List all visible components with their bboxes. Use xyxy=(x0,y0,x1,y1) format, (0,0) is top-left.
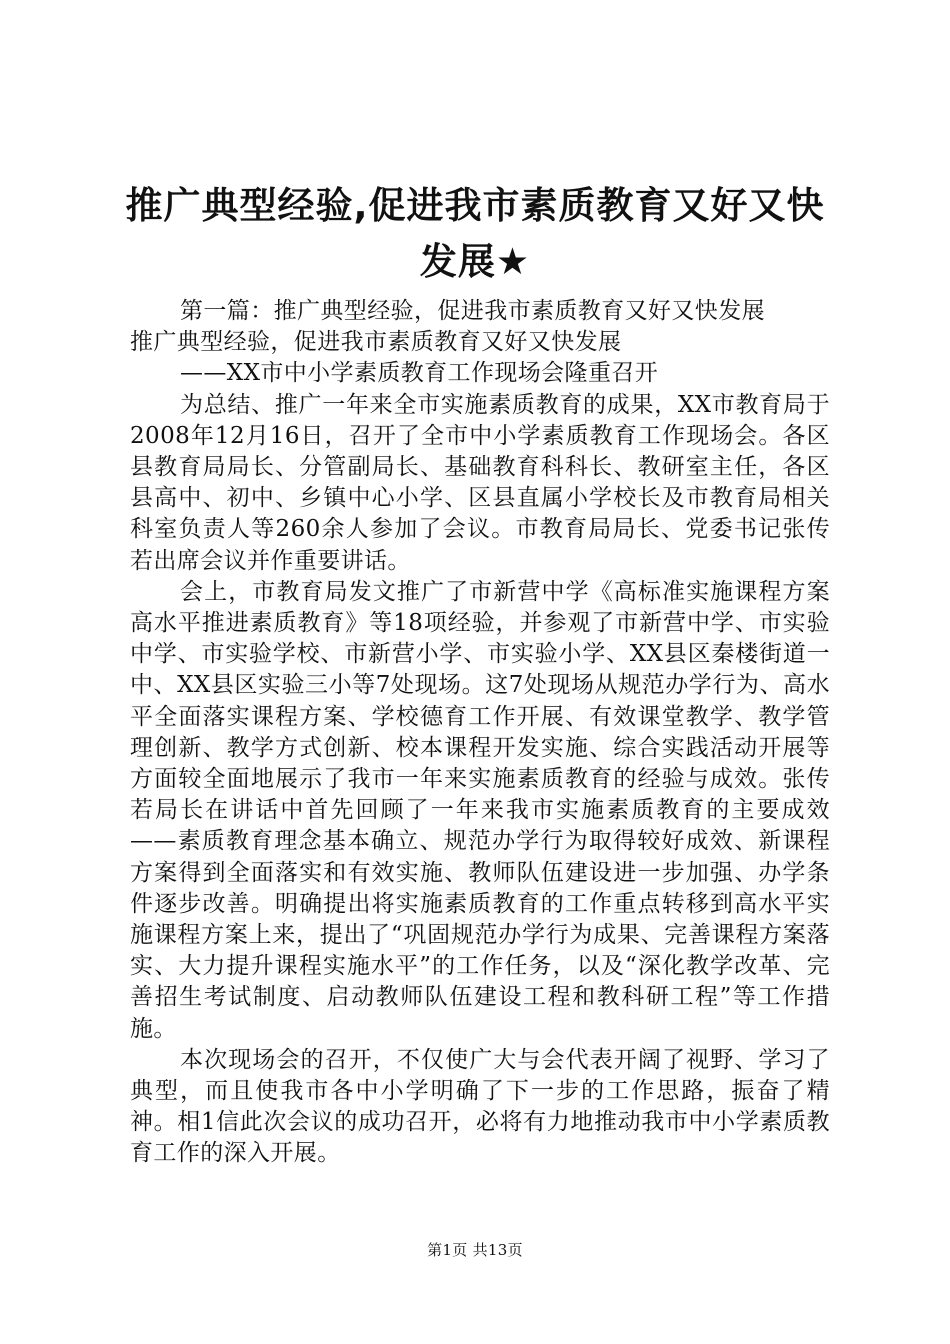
article-title: 推广典型经验，促进我市素质教育又好又快发展 xyxy=(130,329,622,356)
page-footer: 第1页 共13页 xyxy=(427,1241,523,1259)
document-body xyxy=(130,296,830,1170)
paragraph-3: 本次现场会的召开，不仅使广大与会代表开阔了视野、学习了典型，而且使我市各中小学明确了下一步的工作思路，振奋了精神。相1信此次会议的成功召开，必将有力地推动我市中小学素质教育工作的深入开展。 xyxy=(130,1046,830,1167)
paragraph-1: 为总结、推广一年来全市实施素质教育的成果，XX市教育局于2008年12月16日，召开了全市中小学素质教育工作现场会。各区县教育局局长、分管副局长、基础教育科科长、教研室主任，各区县高中、初中、乡镇中心小学、区县直属小学校长及市教育局相关科室负责人等260余人参加了会议。市教育局局长、党委书记张传若出席会议并作重要讲话。 xyxy=(130,391,830,574)
section-heading: 第一篇：推广典型经验，促进我市素质教育又好又快发展 xyxy=(180,298,765,324)
document-title: 推广典型经验,促进我市素质教育又好又快发展★ xyxy=(125,184,825,283)
paragraph-2: 会上，市教育局发文推广了市新营中学《高标准实施课程方案高水平推进素质教育》等18项经验，并参观了市新营中学、市实验中学、市实验学校、市新营小学、市实验小学、XX县区秦楼街道一中、XX县区实验三小等7处现场。这7处现场从规范办学行为、高水平全面落实课程方案、学校德育工作开展、有效课堂教学、教学管理创新、教学方式创新、校本课程开发实施、综合实践活动开展等方面较全面地展示了我市一年来实施素质教育的经验与成效。张传若局长在讲话中首先回顾了一年来我市实施素质教育的主要成效——素质教育理念基本确立、规范办学行为取得较好成效、新课程方案得到全面落实和有效实施、教师队伍建设进一步加强、办学条件逐步改善。明确提出将实施素质教育的工作重点转移到高水平实施课程方案上来，提出了“巩固规范办学行为成果、完善课程方案落实、大力提升课程实施水平”的工作任务，以及“深化教学改革、完善招生考试制度、启动教师队伍建设工程和教科研工程”等工作措施。 xyxy=(130,578,830,1042)
article-subtitle: ——XX市中小学素质教育工作现场会隆重召开 xyxy=(180,360,659,387)
